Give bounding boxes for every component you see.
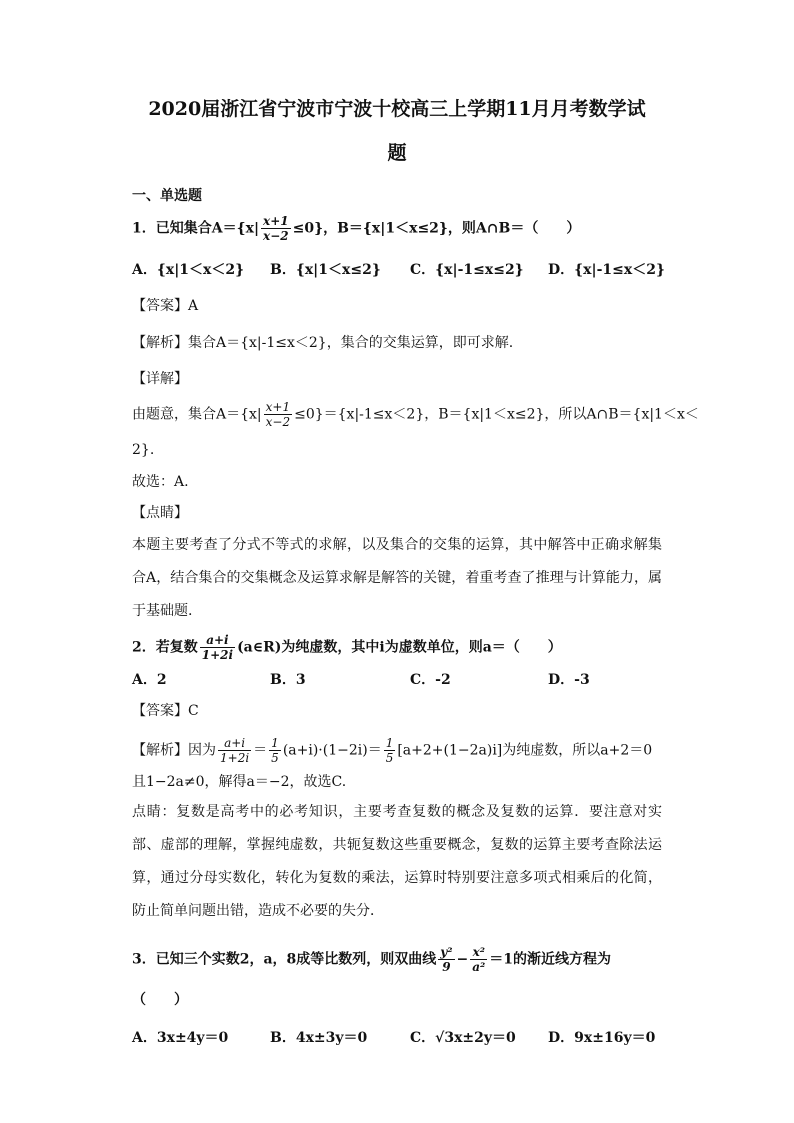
q1-analysis: 【解析】集合A＝{x|-1≤x＜2}，集合的交集运算，即可求解.	[132, 335, 514, 351]
q1-fraction	[261, 214, 291, 243]
q3-stem-a: 3．已知三个实数2，a，8成等比数列，则双曲线	[132, 951, 437, 968]
q3-option-b: B．4x±3y＝0	[270, 1030, 368, 1046]
q2-stem	[132, 633, 562, 662]
q2-an-num2: 1	[271, 736, 279, 750]
q1-answer: 【答案】A	[132, 298, 199, 314]
q2-frac-num: a+i	[200, 633, 235, 648]
q1-option-d: D．{x|-1≤x＜2}	[548, 262, 665, 278]
q2-analysis-a: 【解析】因为	[132, 742, 216, 759]
q2-comment: 点睛：复数是高考中的必考知识，主要考查复数的概念及复数的运算．要注意对实部、虚部的理解，掌握纯虚数，共轭复数这些重要概念，复数的运算主要考查除法运算，通过分母实数化，转化为复数的乘法，运算时特别要注意多项式相乘后的化简，防止简单问题出错，造成不必要的失分．	[132, 804, 662, 919]
q3-f2-den: a²	[472, 960, 486, 974]
q1-comment: 本题主要考查了分式不等式的求解，以及集合的交集的运算，其中解答中正确求解集合A，结合集合的交集概念及运算求解是解答的关键，着重考查了推理与计算能力，属于基础题.	[132, 537, 662, 619]
q2-frac-den: 1+2i	[201, 648, 234, 662]
q2-analysis-b: ＝	[253, 742, 268, 759]
q1-stem-a: 1．已知集合A＝{x|	[132, 220, 260, 237]
q2-an-den2: 5	[271, 751, 279, 765]
q3-option-d: D．9x±16y＝0	[548, 1030, 656, 1046]
q1-detail-label: 【详解】	[132, 371, 188, 387]
q2-stem-a: 2．若复数	[132, 639, 198, 656]
q2-analysis-d: [a+2+(1−2a)i]为纯虚数，所以a+2＝0	[397, 742, 653, 759]
q1-frac-den: x−2	[263, 229, 289, 243]
q2-an-num3: 1	[385, 736, 394, 750]
q2-analysis-frac1	[218, 736, 251, 765]
q1-detail-a: 由题意，集合A＝{x|	[132, 406, 262, 423]
q1-option-c: C．{x|-1≤x≤2}	[410, 262, 524, 278]
q2-option-d: D．-3	[548, 672, 590, 688]
q1-option-b: B．{x|1＜x≤2}	[270, 262, 381, 278]
q2-an-num: a+i	[218, 736, 251, 751]
q1-option-a: A．{x|1＜x＜2}	[132, 262, 245, 278]
q3-option-a: A．3x±4y＝0	[132, 1030, 229, 1046]
q1-detail-c: 2}.	[132, 442, 155, 458]
q3-fraction2	[470, 945, 487, 974]
q3-minus: −	[456, 951, 469, 968]
q2-fraction	[200, 633, 235, 662]
q2-option-a: A．2	[132, 672, 167, 688]
q2-an-den3: 5	[385, 751, 394, 765]
q2-analysis-e: 且1−2a≠0，解得a＝−2，故选C.	[132, 774, 347, 790]
q1-choose: 故选：A.	[132, 474, 189, 490]
q3-fraction1	[438, 945, 454, 974]
q2-option-c: C．-2	[410, 672, 451, 688]
q1-comment-label: 【点睛】	[132, 505, 188, 521]
doc-title-line2: 题	[387, 142, 407, 164]
q1-stem	[132, 214, 580, 243]
q1-detail-num: x+1	[265, 400, 291, 414]
q3-f1-den: 9	[442, 960, 451, 974]
q1-detail-den: x−2	[265, 415, 291, 429]
q2-option-b: B．3	[270, 672, 306, 688]
q3-f2-num: x²	[470, 945, 487, 960]
section-heading: 一、单选题	[132, 188, 202, 204]
q1-stem-b: ≤0}，B＝{x|1＜x≤2}，则A∩B＝（ ）	[292, 220, 581, 237]
q3-stem-b: ＝1的渐近线方程为	[489, 951, 612, 968]
doc-title-line1: 2020届浙江省宁波市宁波十校高三上学期11月月考数学试	[148, 98, 646, 120]
q3-option-c: C．√3x±2y＝0	[410, 1030, 516, 1046]
q3-paren: （ ）	[132, 992, 188, 1008]
q2-analysis-c: (a+i)·(1−2i)＝	[282, 742, 382, 759]
q2-analysis-frac2	[269, 736, 281, 765]
q2-stem-b: (a∈R)为纯虚数，其中i为虚数单位，则a＝（ ）	[237, 639, 562, 656]
q1-frac-num: x+1	[263, 214, 289, 228]
q2-analysis	[132, 736, 652, 765]
q1-detail-b: ≤0}＝{x|-1≤x＜2}，B＝{x|1＜x≤2}，所以A∩B＝{x|1＜x＜	[294, 406, 699, 423]
q3-stem	[132, 945, 611, 974]
q1-detail-fraction	[264, 400, 292, 429]
q2-analysis-frac3	[384, 736, 396, 765]
q1-detail	[132, 400, 699, 429]
q3-f1-num: y²	[440, 945, 453, 959]
q2-answer: 【答案】C	[132, 703, 199, 719]
q2-an-den: 1+2i	[220, 751, 250, 765]
